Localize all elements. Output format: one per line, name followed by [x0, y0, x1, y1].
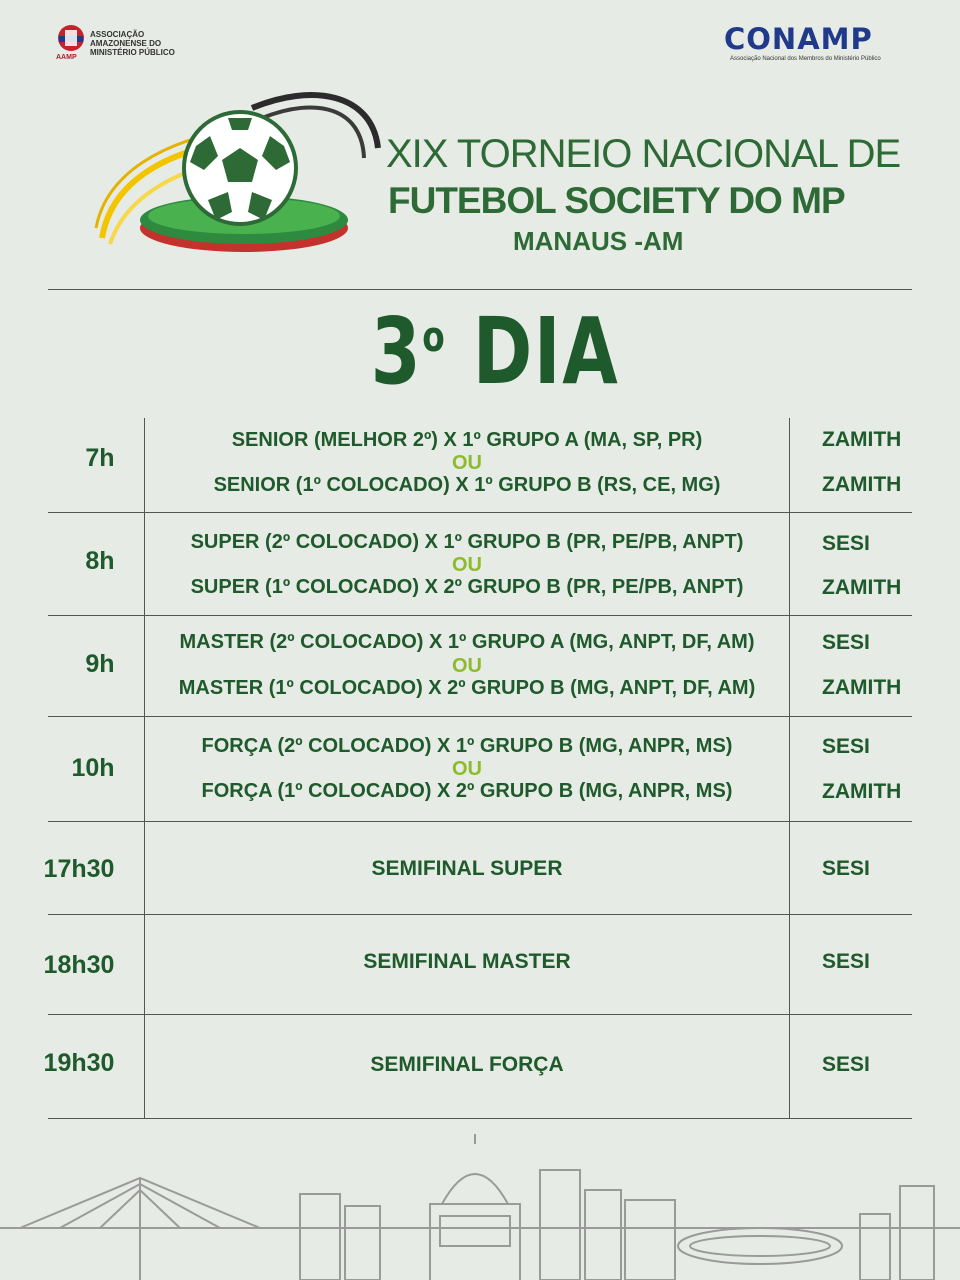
aamp-logo [56, 24, 196, 64]
venue-a: SESI [822, 631, 870, 654]
row-divider [48, 615, 912, 616]
conamp-subtitle: Associação Nacional dos Membros do Ministério Público [730, 56, 881, 62]
match-single: SEMIFINAL SUPER [371, 857, 563, 880]
conamp-wordmark: CONAMP [724, 22, 873, 56]
column-divider [789, 418, 790, 1118]
day-title [109, 298, 881, 405]
venue-b: ZAMITH [822, 473, 902, 496]
match-option-a: SENIOR (MELHOR 2º) X 1º GRUPO A (MA, SP, PR) [231, 429, 703, 451]
venue-b: ZAMITH [822, 576, 902, 599]
match-single: SEMIFINAL MASTER [363, 950, 571, 973]
match-option-a: SUPER (2º COLOCADO) X 1º GRUPO B (PR, PE/PB, ANPT) [190, 531, 744, 553]
venue: SESI [822, 857, 870, 880]
match-time: 17h30 [43, 855, 115, 883]
day-label: DIA [472, 298, 620, 405]
match-option-b: SENIOR (1º COLOCADO) X 1º GRUPO B (RS, CE, MG) [213, 474, 721, 496]
match-time: 18h30 [43, 951, 115, 979]
match-time: 10h [71, 754, 115, 782]
soccer-ball-icon [92, 88, 392, 260]
row-divider [48, 1118, 912, 1119]
day-number: 3 [370, 298, 423, 405]
match-option-b: SUPER (1º COLOCADO) X 2º GRUPO B (PR, PE/PB, ANPT) [190, 576, 744, 598]
match-time: 19h30 [43, 1049, 115, 1077]
match-option-b: FORÇA (1º COLOCADO) X 2º GRUPO B (MG, ANPR, MS) [201, 780, 733, 802]
row-divider [48, 716, 912, 717]
aamp-abbreviation: AAMP [56, 54, 77, 61]
venue: SESI [822, 950, 870, 973]
match-option-b: MASTER (1º COLOCADO) X 2º GRUPO B (MG, ANPT, DF, AM) [178, 677, 756, 699]
event-title-line2: FUTEBOL SOCIETY DO MP [388, 180, 845, 221]
row-divider [48, 914, 912, 915]
or-label: OU [452, 758, 482, 780]
or-label: OU [452, 554, 482, 576]
venue-b: ZAMITH [822, 676, 902, 699]
aamp-name: ASSOCIAÇÃO AMAZONENSE DO MINISTÉRIO PÚBLICO [90, 30, 175, 57]
venue: SESI [822, 1053, 870, 1076]
match-option-a: MASTER (2º COLOCADO) X 1º GRUPO A (MG, ANPT, DF, AM) [179, 631, 755, 653]
row-divider [48, 512, 912, 513]
match-single: SEMIFINAL FORÇA [370, 1053, 564, 1076]
event-location: MANAUS -AM [513, 226, 684, 256]
venue-a: SESI [822, 532, 870, 555]
venue-a: ZAMITH [822, 428, 902, 451]
conamp-logo [724, 22, 904, 66]
row-divider [48, 1014, 912, 1015]
venue-b: ZAMITH [822, 780, 902, 803]
venue-a: SESI [822, 735, 870, 758]
match-option-a: FORÇA (2º COLOCADO) X 1º GRUPO B (MG, ANPR, MS) [201, 735, 733, 757]
row-divider [48, 821, 912, 822]
event-title-line1: XIX TORNEIO NACIONAL DE [386, 132, 901, 176]
match-time: 8h [85, 547, 115, 575]
match-time: 7h [85, 444, 115, 472]
match-time: 9h [85, 650, 115, 678]
day-ordinal: o [422, 312, 447, 361]
or-label: OU [452, 655, 482, 677]
city-skyline-icon [0, 1134, 960, 1280]
or-label: OU [452, 452, 482, 474]
divider [48, 289, 912, 290]
